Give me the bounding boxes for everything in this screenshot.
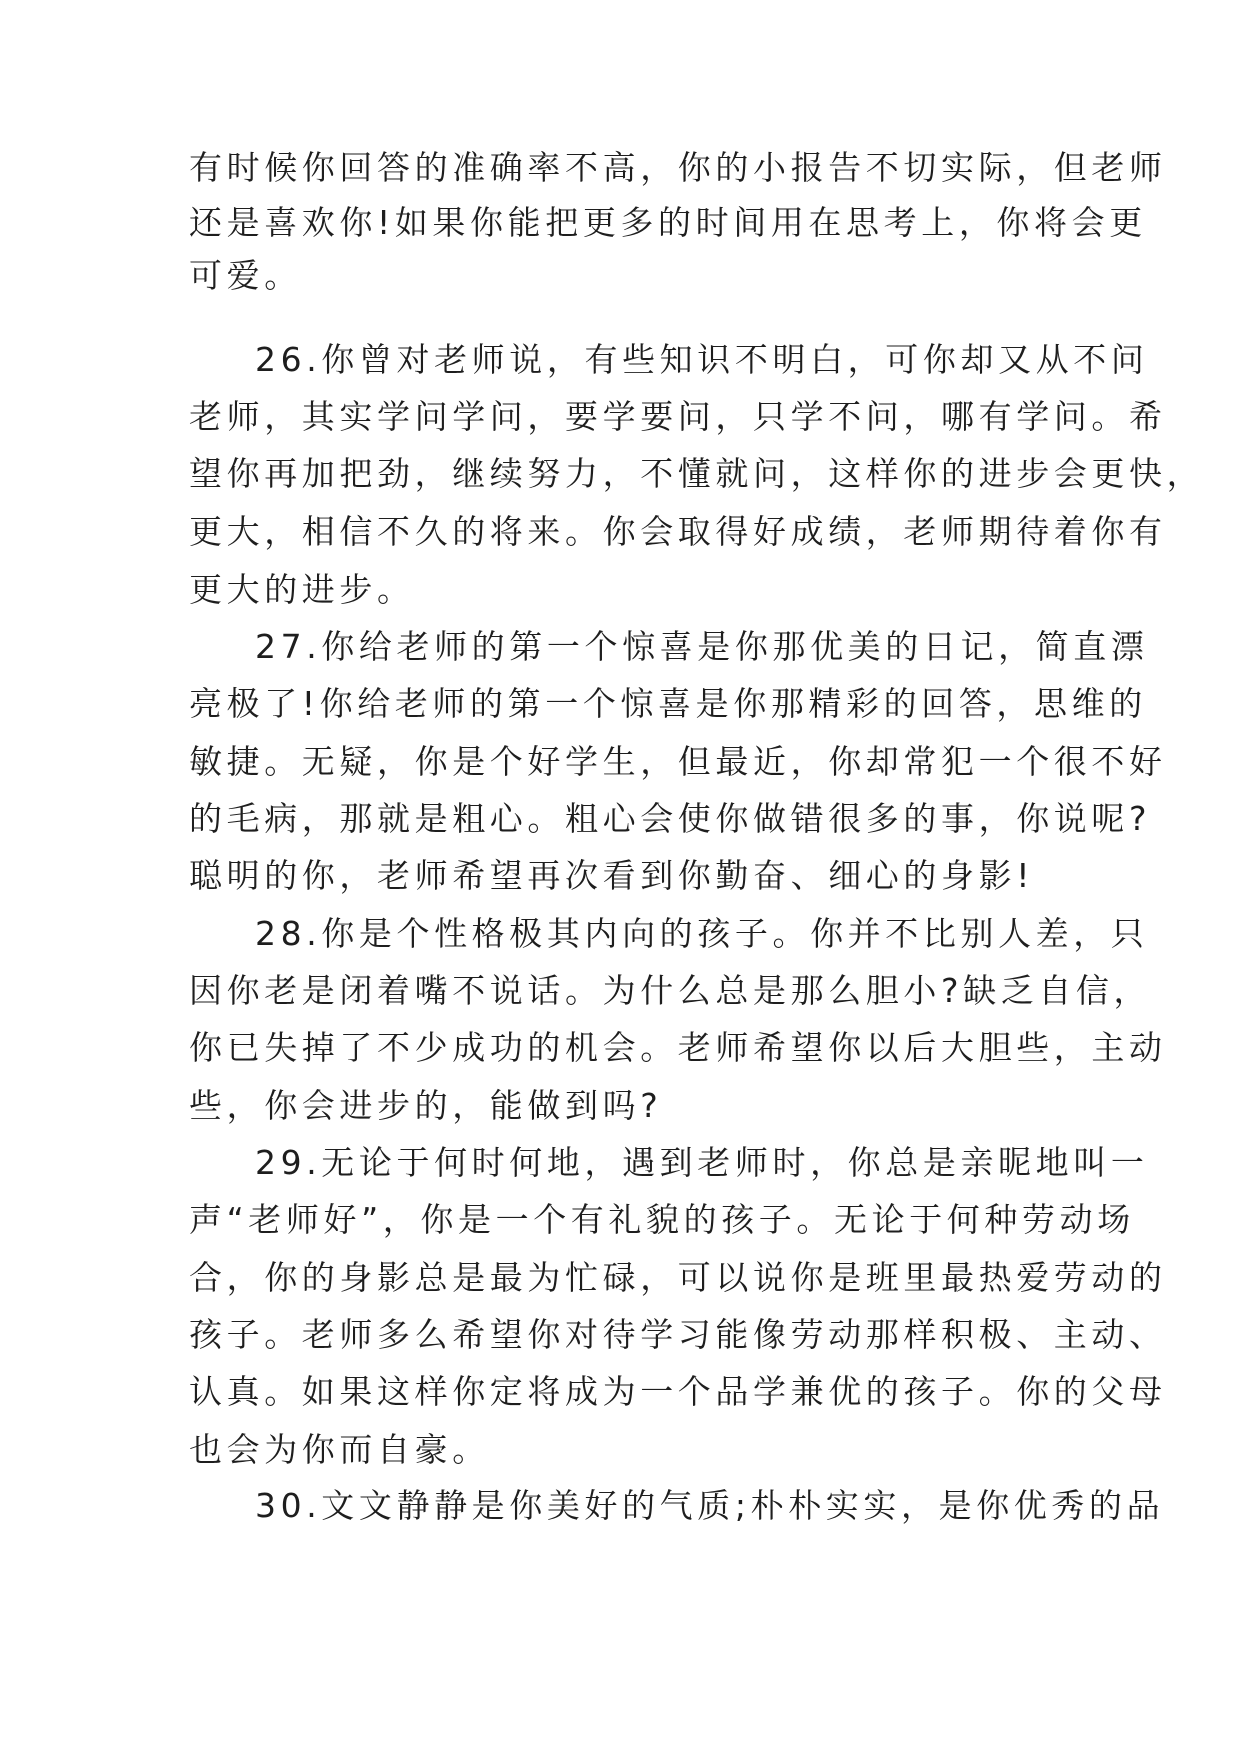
text-line: 的毛病，那就是粗心。粗心会使你做错很多的事，你说呢? [189,799,1152,838]
paragraph-26-start: 26.你曾对老师说，有些知识不明白，可你却又从不问 [255,340,1149,379]
text-line: 更大的进步。 [189,570,415,609]
text-line: 可爱。 [189,256,302,295]
text-line: 还是喜欢你!如果你能把更多的时间用在思考上，你将会更 [189,203,1147,242]
text-line: 老师，其实学问学问，要学要问，只学不问，哪有学问。希 [189,397,1167,436]
text-line: 更大，相信不久的将来。你会取得好成绩，老师期待着你有 [189,512,1167,551]
paragraph-28-start: 28.你是个性格极其内向的孩子。你并不比别人差，只 [255,914,1149,953]
paragraph-29-start: 29.无论于何时何地，遇到老师时，你总是亲昵地叫一 [255,1143,1149,1182]
text-line: 孩子。老师多么希望你对待学习能像劳动那样积极、主动、 [189,1315,1167,1354]
text-line: 有时候你回答的准确率不高，你的小报告不切实际，但老师 [189,148,1167,187]
paragraph-30-start: 30.文文静静是你美好的气质;朴朴实实，是你优秀的品 [255,1486,1165,1525]
text-line: 因你老是闭着嘴不说话。为什么总是那么胆小?缺乏自信， [189,971,1152,1010]
text-line: 望你再加把劲，继续努力，不懂就问，这样你的进步会更快， [189,454,1205,493]
text-line: 聪明的你，老师希望再次看到你勤奋、细心的身影! [189,856,1035,895]
text-line: 敏捷。无疑，你是个好学生，但最近，你却常犯一个很不好 [189,742,1167,781]
text-line: 亮极了!你给老师的第一个惊喜是你那精彩的回答，思维的 [189,684,1147,723]
text-line: 声“老师好”，你是一个有礼貌的孩子。无论于何种劳动场 [189,1200,1135,1239]
text-line: 合，你的身影总是最为忙碌，可以说你是班里最热爱劳动的 [189,1258,1167,1297]
text-line: 也会为你而自豪。 [189,1430,490,1469]
text-line: 认真。如果这样你定将成为一个品学兼优的孩子。你的父母 [189,1372,1167,1411]
text-line: 些，你会进步的，能做到吗? [189,1086,663,1125]
text-line: 你已失掉了不少成功的机会。老师希望你以后大胆些，主动 [189,1028,1167,1067]
paragraph-27-start: 27.你给老师的第一个惊喜是你那优美的日记，简直漂 [255,627,1149,666]
